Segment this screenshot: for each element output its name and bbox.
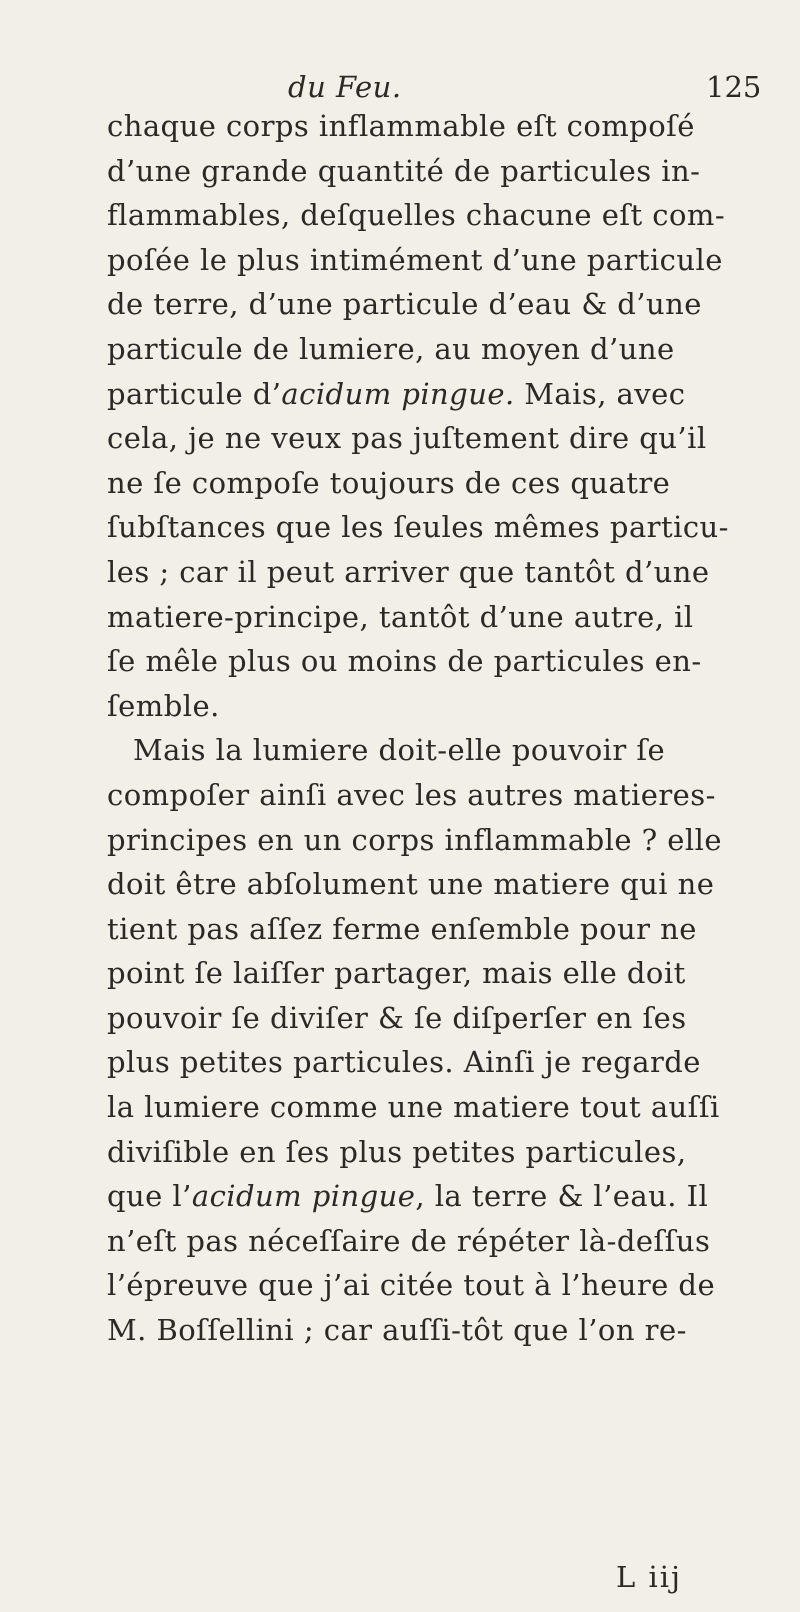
- text-line: la lumiere comme une matiere tout auſſi: [107, 1090, 720, 1125]
- latin-term: acidum pingue: [191, 1179, 416, 1214]
- text-line: cela, je ne veux pas juſtement dire qu’il: [107, 421, 707, 456]
- latin-term: acidum pingue.: [281, 376, 515, 411]
- text-line: compoſer ainſi avec les autres matieres-: [107, 777, 716, 812]
- running-title: du Feu.: [288, 70, 402, 104]
- text-line: ſemble.: [107, 688, 220, 723]
- text-line: plus petites particules. Ainſi je regarde: [107, 1045, 701, 1080]
- text-line: tient pas aſſez ferme enſemble pour ne: [107, 911, 697, 946]
- text-line: chaque corps inflammable eſt compoſé: [107, 109, 695, 143]
- text-line: point ſe laiſſer partager, mais elle doit: [107, 956, 686, 991]
- text-line: ſubſtances que les ſeules mêmes particu-: [107, 510, 729, 545]
- text-line: M. Boſſellini ; car auſſi-tôt que l’on re-: [107, 1313, 687, 1348]
- text-line: les ; car il peut arriver que tantôt d’une: [107, 554, 710, 589]
- text-line: d’une grande quantité de particules in-: [107, 153, 701, 188]
- text-line: doit être abſolument une matiere qui ne: [107, 867, 715, 902]
- body-text: [107, 104, 777, 1353]
- page-number: 125: [706, 70, 762, 104]
- text-line: matiere-principe, tantôt d’une autre, il: [107, 599, 694, 634]
- text-line: particule d’acidum pingue. Mais, avec: [107, 376, 686, 411]
- text-line: pouvoir ſe diviſer & ſe diſperſer en ſes: [107, 1000, 687, 1035]
- signature-mark: L iij: [616, 1560, 683, 1594]
- text-line: de terre, d’une particule d’eau & d’une: [107, 287, 702, 322]
- text-line: l’épreuve que j’ai citée tout à l’heure de: [107, 1268, 716, 1303]
- text-line: Mais la lumiere doit-elle pouvoir ſe: [133, 733, 666, 768]
- text-line: poſée le plus intimément d’une particule: [107, 242, 723, 277]
- text-line: ne ſe compoſe toujours de ces quatre: [107, 465, 671, 500]
- text-line: flammables, deſquelles chacune eſt com-: [107, 198, 726, 233]
- text-line: particule de lumiere, au moyen d’une: [107, 331, 675, 366]
- text-line: que l’acidum pingue, la terre & l’eau. Il: [107, 1179, 709, 1214]
- text-line: principes en un corps inflammable ? elle: [107, 822, 722, 857]
- text-line: n’eſt pas néceſſaire de répéter là-deſſus: [107, 1223, 711, 1258]
- text-line: diviſible en ſes plus petites particules,: [107, 1134, 687, 1169]
- text-line: ſe mêle plus ou moins de particules en-: [107, 644, 702, 679]
